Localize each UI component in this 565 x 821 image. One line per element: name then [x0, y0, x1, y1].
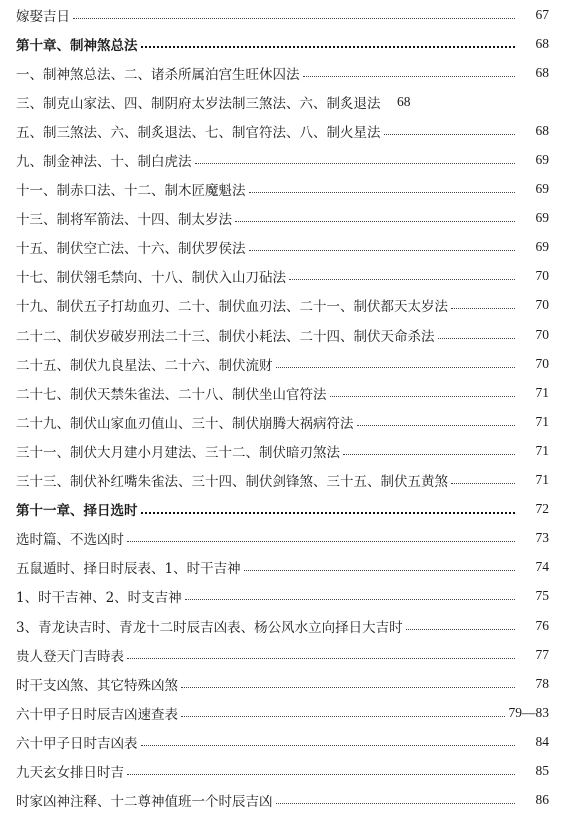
page-number: 77 [535, 646, 549, 662]
entry-title: 九、制金神法、十、制白虎法 [16, 154, 192, 171]
page-number: 78 [535, 675, 549, 691]
dot-leader [235, 220, 515, 222]
toc-entry[interactable] [16, 582, 549, 611]
dot-leader [276, 366, 516, 368]
entry-title: 时家凶神注释、十二尊神值班一个时辰吉凶 [16, 794, 273, 811]
chapter-title: 第十一章、择日选时 [16, 503, 138, 520]
toc-entry[interactable] [16, 145, 549, 174]
dot-leader [343, 453, 515, 455]
toc-entry[interactable] [16, 640, 549, 669]
entry-title: 十一、制赤口法、十二、制木匠魔魁法 [16, 183, 246, 200]
page-number: 79—83 [508, 704, 549, 720]
page-number: 71 [535, 384, 549, 400]
page-number: 70 [535, 297, 549, 313]
toc-entry[interactable] [16, 262, 549, 291]
entry-title: 二十九、制伏山家血刃值山、三十、制伏崩腾大祸病符法 [16, 415, 354, 432]
page-number: 71 [535, 472, 549, 488]
toc-entry[interactable] [16, 524, 549, 553]
page-number: 68 [535, 122, 549, 138]
dot-leader [438, 337, 516, 339]
toc-entry[interactable] [16, 349, 549, 378]
toc-entry[interactable] [16, 58, 549, 87]
dot-leader [330, 395, 516, 397]
toc-entry[interactable] [16, 553, 549, 582]
entry-title: 选时篇、不选凶时 [16, 532, 124, 549]
toc-entry[interactable] [16, 611, 549, 640]
dot-leader [249, 191, 516, 193]
dot-leader [141, 744, 516, 746]
dot-leader [185, 598, 515, 600]
page-number: 76 [535, 617, 549, 633]
toc-chapter-heading[interactable] [16, 495, 549, 524]
entry-title: 九天玄女排日时吉 [16, 764, 124, 781]
page-number: 84 [535, 733, 549, 749]
toc-entry[interactable] [16, 175, 549, 204]
page-number: 85 [535, 762, 549, 778]
page-number: 71 [535, 442, 549, 458]
toc-entry[interactable] [16, 291, 549, 320]
page-number: 68 [535, 64, 549, 80]
entry-title: 十七、制伏翎毛禁向、十八、制伏入山刀砧法 [16, 270, 286, 287]
entry-title: 五、制三煞法、六、制炙退法、七、制官符法、八、制火星法 [16, 124, 381, 141]
page-number: 74 [535, 559, 549, 575]
toc-entry[interactable] [16, 0, 549, 29]
dot-leader [244, 569, 515, 571]
dot-leader [141, 511, 516, 514]
toc-entry[interactable] [16, 320, 549, 349]
page-number: 75 [535, 588, 549, 604]
page-number: 69 [535, 181, 549, 197]
entry-title: 1、时干吉神、2、时支吉神 [16, 590, 182, 607]
dot-leader [141, 45, 516, 48]
entry-title: 嫁娶吉日 [16, 8, 70, 25]
dot-leader [73, 17, 515, 19]
entry-title: 六十甲子日时辰吉凶速查表 [16, 706, 178, 723]
entry-title: 一、制神煞总法、二、诸杀所属泊宫生旺休囚法 [16, 66, 300, 83]
chapter-title: 第十章、制神煞总法 [16, 37, 138, 54]
toc-entry[interactable] [16, 407, 549, 436]
page-number: 70 [535, 326, 549, 342]
toc-entry[interactable] [16, 669, 549, 698]
toc-chapter-heading[interactable] [16, 29, 549, 58]
page-number: 71 [535, 413, 549, 429]
page-number: 70 [535, 268, 549, 284]
entry-title: 二十二、制伏岁破岁刑法二十三、制伏小耗法、二十四、制伏天命杀法 [16, 328, 435, 345]
page-number: 68 [397, 93, 411, 109]
entry-title: 十三、制将军箭法、十四、制太岁法 [16, 212, 232, 229]
toc-entry[interactable] [16, 204, 549, 233]
entry-title: 三、制克山家法、四、制阴府太岁法制三煞法、六、制炙退法 [16, 95, 381, 112]
dot-leader [384, 133, 516, 135]
entry-title: 贵人登天门吉時表 [16, 648, 124, 665]
entry-title: 十九、制伏五子打劫血刃、二十、制伏血刃法、二十一、制伏都天太岁法 [16, 299, 448, 316]
dot-leader [451, 482, 515, 484]
page-number: 72 [535, 501, 549, 517]
toc-entry[interactable] [16, 466, 549, 495]
toc-entry[interactable] [16, 436, 549, 465]
entry-title: 二十五、制伏九良星法、二十六、制伏流财 [16, 357, 273, 374]
dot-leader [127, 773, 515, 775]
dot-leader [127, 657, 515, 659]
toc-entry[interactable] [16, 87, 549, 116]
toc-entry[interactable] [16, 756, 549, 785]
page-number: 67 [535, 6, 549, 22]
dot-leader [276, 802, 516, 804]
dot-leader [451, 307, 515, 309]
entry-title: 六十甲子日时吉凶表 [16, 735, 138, 752]
dot-leader [181, 715, 505, 717]
toc-entry[interactable] [16, 698, 549, 727]
dot-leader [195, 162, 516, 164]
page-number: 73 [535, 530, 549, 546]
page-number: 70 [535, 355, 549, 371]
table-of-contents [16, 0, 549, 815]
page-number: 69 [535, 152, 549, 168]
dot-leader [303, 75, 516, 77]
entry-title: 三十三、制伏补红嘴朱雀法、三十四、制伏剑锋煞、三十五、制伏五黄煞 [16, 474, 448, 491]
dot-leader [181, 686, 515, 688]
dot-leader [249, 249, 516, 251]
entry-title: 3、青龙诀吉时、青龙十二时辰吉凶表、杨公风水立向择日大吉时 [16, 619, 403, 636]
entry-title: 十五、制伏空亡法、十六、制伏罗侯法 [16, 241, 246, 258]
toc-entry[interactable] [16, 116, 549, 145]
dot-leader [357, 424, 516, 426]
page-number: 69 [535, 239, 549, 255]
toc-entry[interactable] [16, 233, 549, 262]
entry-title: 二十七、制伏天禁朱雀法、二十八、制伏坐山官符法 [16, 386, 327, 403]
dot-leader [289, 278, 515, 280]
toc-entry[interactable] [16, 378, 549, 407]
page-number: 86 [535, 792, 549, 808]
page-number: 69 [535, 210, 549, 226]
entry-title: 五鼠遁时、择日时辰表、1、时干吉神 [16, 561, 241, 578]
entry-title: 时干支凶煞、其它特殊凶煞 [16, 677, 178, 694]
dot-leader [127, 540, 515, 542]
entry-title: 三十一、制伏大月建小月建法、三十二、制伏暗刃煞法 [16, 444, 340, 461]
dot-leader [406, 628, 515, 630]
toc-entry[interactable] [16, 727, 549, 756]
page-number: 68 [535, 35, 549, 51]
toc-entry[interactable] [16, 786, 549, 815]
